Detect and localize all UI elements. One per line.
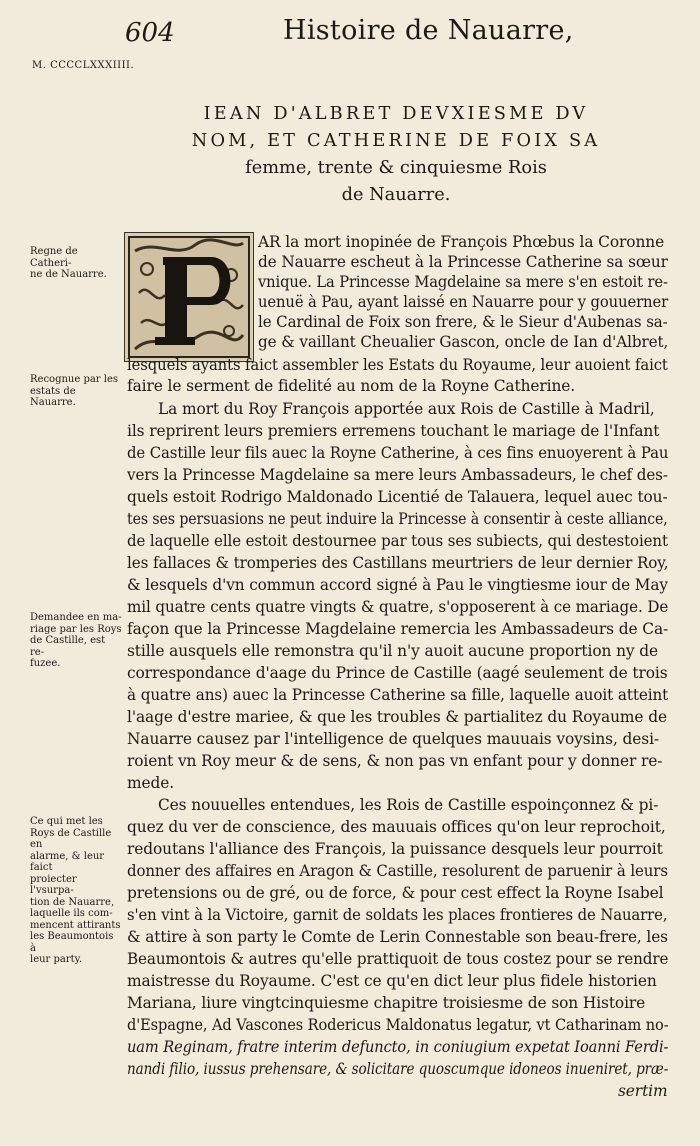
text-line: stille ausquels elle remonstra qu'il n'y auoit aucune proportion ny de bbox=[127, 642, 659, 660]
text-line: de laquelle elle estoit destournee par tous ses subiects, qui destestoient bbox=[127, 532, 668, 550]
text-line: lesquels ayants faict assembler les Estats du Royaume, leur auoient faict bbox=[127, 356, 668, 374]
text-line: d'Espagne, Ad Vascones Rodericus Maldonatus legatur, vt Catharinam no- bbox=[127, 1016, 669, 1034]
text-line: vnique. La Princesse Magdelaine sa mere s'en estoit re- bbox=[258, 273, 668, 291]
heading-line-1: IEAN D'ALBRET DEVXIESME DV bbox=[203, 103, 589, 124]
margin-note: Demandee en ma- riage par les Roys de Castille, est re- fuzee. bbox=[30, 612, 122, 669]
text-line: le Cardinal de Foix son frere, & le Sieur d'Aubenas sa- bbox=[258, 313, 668, 331]
text-line: maistresse du Royaume. C'est ce qu'en dict leur plus fidele historien bbox=[127, 972, 657, 990]
text-line: mil quatre cents quatre vingts & quatre, s'opposerent à ce mariage. De bbox=[127, 598, 669, 616]
page-number: 604 bbox=[125, 18, 175, 48]
text-line: uenuë à Pau, ayant laissé en Nauarre pour y gouuerner bbox=[258, 293, 669, 311]
text-line: AR la mort inopinée de François Phœbus la Coronne bbox=[258, 233, 665, 251]
chapter-heading bbox=[112, 100, 680, 208]
heading-line-4: de Nauarre. bbox=[341, 184, 451, 205]
running-title: Histoire de Nauarre, bbox=[283, 15, 574, 46]
text-line: donner des affaires en Aragon & Castille, resolurent de paruenir à leurs bbox=[127, 862, 668, 880]
text-line: redoutans l'alliance des François, la puissance desquels leur pourroit bbox=[127, 840, 663, 858]
text-line: ge & vaillant Cheualier Gascon, oncle de Ian d'Albret, bbox=[258, 333, 669, 351]
decorated-initial-p-icon bbox=[124, 232, 254, 362]
margin-note: Recognue par les estats de Nauarre. bbox=[30, 374, 119, 408]
heading-line-2: NOM, ET CATHERINE DE FOIX SA bbox=[191, 130, 601, 151]
catchword: sertim bbox=[618, 1082, 668, 1100]
heading-line-3: femme, trente & cinquiesme Rois bbox=[245, 157, 547, 178]
text-line: roient vn Roy meur & de sens, & non pas vn enfant pour y donner re- bbox=[127, 752, 663, 770]
text-line: façon que la Princesse Magdelaine remercia les Ambassadeurs de Ca- bbox=[127, 620, 669, 638]
text-line: à quatre ans) auec la Princesse Catherine sa fille, laquelle auoit atteint bbox=[127, 686, 669, 704]
text-line: pretensions ou de gré, ou de force, & pour cest effect la Royne Isabel bbox=[127, 884, 664, 902]
margin-note: laquelle ils com- mencent attirants les Beaumontois à leur party. bbox=[30, 908, 121, 965]
text-line: Beaumontois & autres qu'elle prattiquoit de tous costez pour se rendre bbox=[127, 950, 669, 968]
text-line: de Castille leur fils auec la Royne Catherine, à ces fins enuoyerent à Pau bbox=[127, 444, 669, 462]
text-line: La mort du Roy François apportée aux Rois de Castille à Madril, bbox=[158, 400, 655, 418]
year-marginal: M. CCCCLXXXIIII. bbox=[32, 60, 135, 71]
margin-note: Regne de Catheri- ne de Nauarre. bbox=[30, 246, 107, 280]
text-line: vers la Princesse Magdelaine sa mere leurs Ambassadeurs, le chef des- bbox=[127, 466, 668, 484]
text-line: l'aage d'estre mariee, & que les troubles & partialitez du Royaume de bbox=[127, 708, 667, 726]
text-line-italic: uam Reginam, fratre interim defuncto, in coniugium expetat Ioanni Ferdi- bbox=[127, 1038, 669, 1056]
text-line: de Nauarre escheut à la Princesse Catherine sa sœur bbox=[258, 253, 668, 271]
text-line: quels estoit Rodrigo Maldonado Licentié de Talauera, lequel auec tou- bbox=[127, 488, 668, 506]
text-line: correspondance d'aage du Prince de Castille (aagé seulement de trois bbox=[127, 664, 668, 682]
text-line: Ces nouuelles entendues, les Rois de Castille espoinçonnez & pi- bbox=[158, 796, 659, 814]
text-line: faire le serment de fidelité au nom de la Royne Catherine. bbox=[127, 377, 576, 395]
text-line: ils reprirent leurs premiers erremens touchant le mariage de l'Infant bbox=[127, 422, 660, 440]
text-line: quez du ver de conscience, des mauuais offices qu'on leur reprochoit, bbox=[127, 818, 666, 836]
text-line: & attire à son party le Comte de Lerin Connestable son beau-frere, les bbox=[127, 928, 668, 946]
text-line: Mariana, liure vingtcinquiesme chapitre troisiesme de son Histoire bbox=[127, 994, 646, 1012]
margin-note: Ce qui met les Roys de Castille en alarme, & leur faict proiecter l'vsurpa- tion de Nauarre, bbox=[30, 816, 115, 908]
text-line: les fallaces & tromperies des Castillans meurtriers de leur dernier Roy, bbox=[127, 554, 669, 572]
text-line: mede. bbox=[127, 774, 175, 792]
text-line: tes ses persuasions ne peut induire la Princesse à consentir à ceste alliance, bbox=[127, 510, 668, 528]
text-line-italic: nandi filio, iussus prehensare, & solicitare quoscumque idoneos inueniret, præ- bbox=[127, 1060, 669, 1078]
text-line: s'en vint à la Victoire, garnit de soldats les places frontieres de Nauarre, bbox=[127, 906, 668, 924]
text-line: & lesquels d'vn commun accord signé à Pau le vingtiesme iour de May bbox=[127, 576, 668, 594]
text-line: Nauarre causez par l'intelligence de quelques mauuais voysins, desi- bbox=[127, 730, 660, 748]
